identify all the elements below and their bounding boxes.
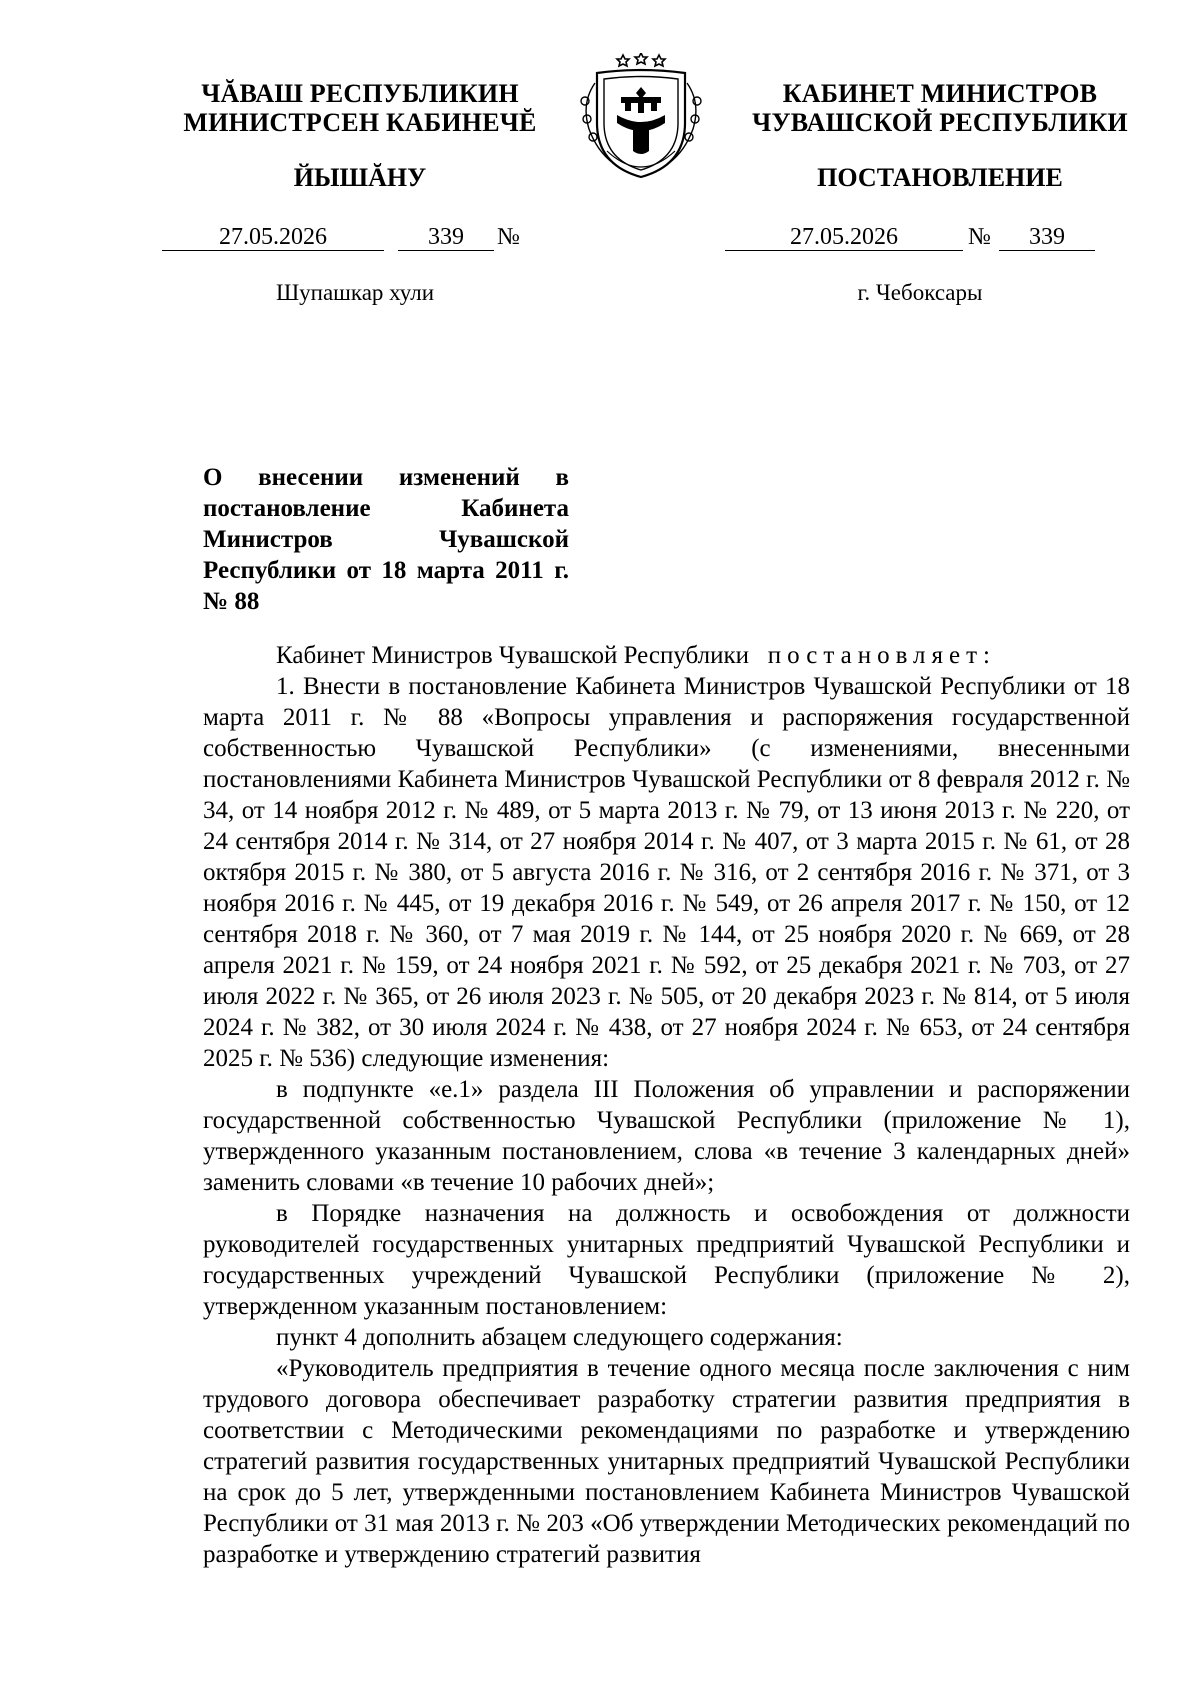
document-title: О внесении изменений в постановление Кабинета Министров Чувашской Республики от 18 марта 2011 г. № 88: [203, 464, 569, 615]
intro-paragraph: [203, 640, 1130, 671]
issuer-russian: [725, 79, 1155, 137]
issuer-chuvash: [170, 79, 550, 137]
doc-type-chuvash: ЙЫШĂНУ: [293, 163, 427, 192]
issuer-chuvash-line2: МИНИСТРСЕН КАБИНЕЧĔ: [183, 108, 537, 137]
number-field-chuvash: 339: [398, 224, 494, 251]
paragraph-3: в Порядке назначения на должность и освобождения от должности руководителей государственных унитарных предприятий Чувашской Республики и государственных учреждений Чувашской Республики (приложение № 2), утвержденном указанным постановлением:: [203, 1200, 1130, 1320]
paragraph-4: пункт 4 дополнить абзацем следующего содержания:: [276, 1324, 843, 1351]
doc-type-russian: ПОСТАНОВЛЕНИЕ: [817, 163, 1063, 192]
intro-verb: постановляет:: [767, 642, 997, 669]
date-field-russian: 27.05.2026: [725, 224, 963, 251]
paragraph-1: 1. Внести в постановление Кабинета Министров Чувашской Республики от 18 марта 2011 г. № 88 «Вопросы управления и распоряжения государственной собственностью Чувашской Республики» (с изменениями, внесенными постановлениями Кабинета Министров Чувашской Республики от 8 февраля 2012 г. № 34, от 14 ноября 2012 г. № 489, от 5 марта 2013 г. № 79, от 13 июня 2013 г. № 220, от 24 сентября 2014 г. № 314, от 27 ноября 2014 г. № 407, от 3 марта 2015 г. № 61, от 28 октября 2015 г. № 380, от 5 августа 2016 г. № 316, от 2 сентября 2016 г. № 371, от 3 ноября 2016 г. № 445, от 19 декабря 2016 г. № 549, от 26 апреля 2017 г. № 150, от 12 сентября 2018 г. № 360, от 7 мая 2019 г. № 144, от 25 ноября 2020 г. № 669, от 28 апреля 2021 г. № 159, от 24 ноября 2021 г. № 592, от 25 декабря 2021 г. № 703, от 27 июля 2022 г. № 365, от 26 июля 2023 г. № 505, от 20 декабря 2023 г. № 814, от 5 июля 2024 г. № 382, от 30 июля 2024 г. № 438, от 27 ноября 2024 г. № 653, от 24 сентября 2025 г. № 536) следующие изменения:: [203, 673, 1130, 1072]
place-chuvash: Шупашкар хули: [275, 280, 435, 305]
issuer-chuvash-line1: ЧĂВАШ РЕСПУБЛИКИН: [201, 79, 519, 108]
place-russian: г. Чебоксары: [857, 280, 983, 305]
intro-prefix: Кабинет Министров Чувашской Республики: [276, 642, 750, 669]
issuer-russian-line2: ЧУВАШСКОЙ РЕСПУБЛИКИ: [752, 108, 1128, 137]
number-field-russian: 339: [999, 224, 1095, 251]
paragraph-5: «Руководитель предприятия в течение одного месяца после заключения с ним трудового договора обеспечивает разработку стратегии развития предприятия в соответствии с Методическими рекомендациями по разработке и утверждению стратегий развития государственных унитарных предприятий Чувашской Республики на срок до 5 лет, утвержденными постановлением Кабинета Министров Чувашской Республики от 31 мая 2013 г. № 203 «Об утверждении Методических рекомендаций по разработке и утверждению стратегий развития: [203, 1355, 1130, 1568]
number-sign-chuvash: №: [497, 224, 520, 250]
document-body: [203, 640, 1130, 1570]
chuvash-coat-of-arms-icon: [573, 53, 709, 181]
date-field-chuvash: 27.05.2026: [162, 224, 384, 251]
paragraph-2: в подпункте «е.1» раздела III Положения об управлении и распоряжении государственной собственностью Чувашской Республики (приложение № 1), утвержденного указанным постановлением, слова «в течение 3 календарных дней» заменить словами «в течение 10 рабочих дней»;: [203, 1076, 1130, 1196]
issuer-russian-line1: КАБИНЕТ МИНИСТРОВ: [782, 79, 1098, 108]
number-sign-russian: №: [968, 224, 991, 250]
